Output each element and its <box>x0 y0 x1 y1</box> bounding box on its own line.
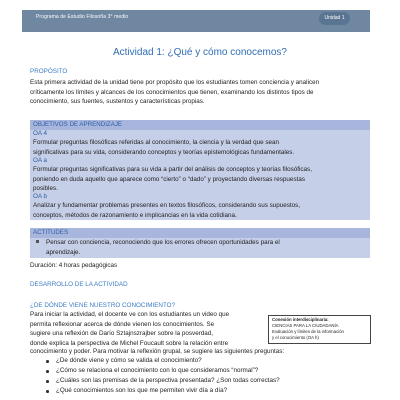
attitudes-heading: ACTITUDES <box>33 229 69 236</box>
attitude-text <box>46 238 346 257</box>
unit-badge-label: Unidad 1 <box>324 15 345 21</box>
objective-line: poniendo en duda aquello que aparece como “cierto” o “dado” y proyectando diversas respuestas <box>33 175 305 183</box>
interdisciplinary-note <box>268 315 371 344</box>
note-line: CIENCIAS PARA LA CIUDADANÍA <box>272 323 339 328</box>
question-bullet <box>46 370 49 373</box>
objective-line: conceptos, métodos de razonamiento e implicancias en la vida cotidiana. <box>33 211 237 219</box>
question-item: ¿Qué conocimientos son los que me permiten vivir día a día? <box>56 387 228 394</box>
subsection-line: donde explica la perspectiva de Michel Foucault sobre la relación entre <box>30 339 229 347</box>
development-heading: DESARROLLO DE LA ACTIVIDAD <box>30 281 128 288</box>
objectives-header <box>30 120 370 130</box>
attitudes-header <box>30 228 370 238</box>
page-header <box>0 0 400 46</box>
duration: Duración: 4 horas pedagógicas <box>30 262 118 269</box>
purpose-heading: PROPÓSITO <box>30 68 68 75</box>
objective-line: Analizar y fundamentar problemas presentes en textos filosóficos, considerando sus supuestos, <box>33 202 301 209</box>
objective-text <box>33 138 363 157</box>
objective-code: OA 4 <box>33 130 48 137</box>
purpose-line: críticamente los límites y alcances de los conocimientos que tienen, examinando los distintos tipos de <box>30 88 314 96</box>
objective-line: posibles. <box>33 185 58 192</box>
objective-text <box>33 165 363 194</box>
subsection-heading: ¿DE DÓNDE VIENE NUESTRO CONOCIMIENTO? <box>30 302 176 309</box>
attitude-line: Pensar con conciencia, reconociendo que los errores ofrecen oportunidades para el <box>46 239 280 246</box>
subsection-text <box>30 310 262 348</box>
question-item: ¿De dónde viene y cómo se valida el conocimiento? <box>56 357 202 364</box>
objective-text <box>33 201 363 220</box>
objectives-box <box>30 120 370 220</box>
question-bullet <box>46 360 49 363</box>
objective-line: significativas para su vida, considerando conceptos y teorías epistemológicas fundamentales. <box>33 148 295 156</box>
objectives-heading: OBJETIVOS DE APRENDIZAJE <box>33 121 123 128</box>
subsection-line: Para iniciar la actividad, el docente ve con los estudiantes un video que <box>30 311 230 318</box>
objective-code: OA a <box>33 157 48 164</box>
objective-code: OA b <box>33 193 48 200</box>
note-line: Evaluación y límites de la información <box>272 329 344 334</box>
attitude-bullet <box>36 240 39 243</box>
question-bullet <box>46 380 49 383</box>
purpose-line: conocimiento, sus fuentes, sustentos y características propias. <box>30 98 205 105</box>
question-bullet <box>46 390 49 393</box>
purpose-line: Esta primera actividad de la unidad tiene por propósito que los estudiantes tomen conciencia y analicen <box>30 79 320 86</box>
attitudes-box <box>30 228 370 258</box>
course-title: Programa de Estudio Filosofía 3° medio <box>36 14 129 20</box>
question-item: ¿Cómo se relaciona el conocimiento con lo que consideramos “normal”? <box>56 367 259 374</box>
note-line: y el conocimiento (OA h) <box>272 335 319 340</box>
objective-line: Formular preguntas significativas para su vida a partir del análisis de conceptos y teorías filosóficas, <box>33 166 312 173</box>
unit-badge <box>319 12 350 25</box>
question-item: ¿Cuáles son las premisas de la perspectiva presentada? ¿Son todas correctas? <box>56 377 280 384</box>
objective-line: Formular preguntas filosóficas referidas al conocimiento, la ciencia y la verdad que sean <box>33 139 280 146</box>
attitude-line: aprendizaje. <box>46 248 81 256</box>
note-title: Conexión interdisciplinaria: <box>272 317 329 322</box>
purpose-text <box>30 78 370 107</box>
subsection-line: permita reflexionar acerca de dónde vienen los conocimientos. Se <box>30 320 215 328</box>
subsection-line: conocimiento y poder. Para motivar la reflexión grupal, se sugiere las siguientes preguntas: <box>30 348 285 355</box>
subsection-line: sugiere una reflexión de Darío Sztajnszrajber sobre la posverdad, <box>30 330 214 337</box>
activity-title: Actividad 1: ¿Qué y cómo conocemos? <box>113 47 287 58</box>
